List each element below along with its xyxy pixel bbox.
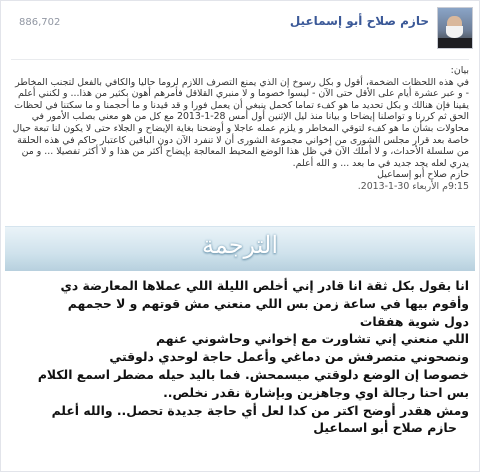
post-signature: حازم صلاح أبو إسماعيل xyxy=(377,169,469,181)
banner-title: الترجمة xyxy=(201,231,279,259)
post-label: بيان: xyxy=(450,65,469,76)
translation-line: دول شوية هفقات xyxy=(359,313,469,329)
post-text xyxy=(9,65,469,193)
translation-banner xyxy=(5,226,475,271)
post-header xyxy=(1,5,479,53)
translation-line: انا بقول بكل ثقة انا قادر إني أخلص الليلة اللي عملاها المعارضة دي xyxy=(60,278,469,293)
translation-line: اللي منعني إني تشاورت مع إخواني وحاشوني عنهم xyxy=(155,331,469,347)
follower-count: 886,702 xyxy=(19,17,61,28)
translation-line: بس احنا رجالة اوي وجاهزين وبإشارة نقدر نخلص.. xyxy=(163,384,469,400)
post-timestamp[interactable]: 9:15م الأربعاء 30-1-2013. xyxy=(357,180,469,192)
header-divider xyxy=(11,59,469,60)
post-body: في هذه اللحظات الضخمة، أقول و بكل رسوخ إن الذي يمنع التصرف اللازم لروما حاليا والكافي بالفعل لتجنب المخاطر - و عبر عشرة أيام على الأقل حتى الآن - ليسوا خصوما و لا منبري القلاقل فأمرهم أهون بكثير من هذا... و لكنني أعلم يقينا فإن هنالك و بكل تحديد ما هو كفء تماما كحمل ينبغي أن يعمل فورا و قد قيدنا و ما أحجمنا و ما سكتنا في لحظات الحق ثم كررنا و تواصلنا إيضاحا و بيانا منذ ليل الإثنين أول أمس 28-1-2013 مع كل من هو معني بصلب الأمور في محاولات بشأن ما هو كفء لتوقي المخاطر و يلزم عمله عاجلا و أوضحنا بغاية الإيضاح و الجلاء حتى لا يكون لنا تبعة حيال خاصة بعد قرار مجلس الشورى من إخواني مجموعة الشورى أن لا تنفرد الآن دون الباقين كاعتبار حاكم في هذه الحلقة من سلسلة الأحداث، و لا أملك الآن في ظل هذا الوضع المحيط المعالجة بإيضاح أكثر من هذا و لا أكثر تفصيلا ... و من يدري لعله يجد جديد في ما بعد ... و الله أعلم. xyxy=(12,76,469,169)
avatar[interactable] xyxy=(437,7,473,49)
translation-text xyxy=(9,277,469,437)
author-name[interactable]: حازم صلاح أبو إسماعيل xyxy=(289,14,429,28)
translation-line: ومش هقدر أوضح اكتر من كدا لعل أي حاجة جديدة تحصل.. والله أعلم xyxy=(51,402,469,418)
translation-line: ونصحوني متصرفش من دماغي وأعمل حاجة لوحدي دلوقتي xyxy=(109,349,469,365)
translation-line: خصوصا إن الوضع دلوقتي ميسمحش. فما باليد حيله مضطر اسمع الكلام xyxy=(37,366,469,382)
translation-signature: حازم صلاح أبو اسماعيل xyxy=(313,420,457,436)
translation-line: وأقوم بيها في ساعة زمن بس اللي منعني مش قوتهم و لا حجمهم xyxy=(67,295,469,311)
